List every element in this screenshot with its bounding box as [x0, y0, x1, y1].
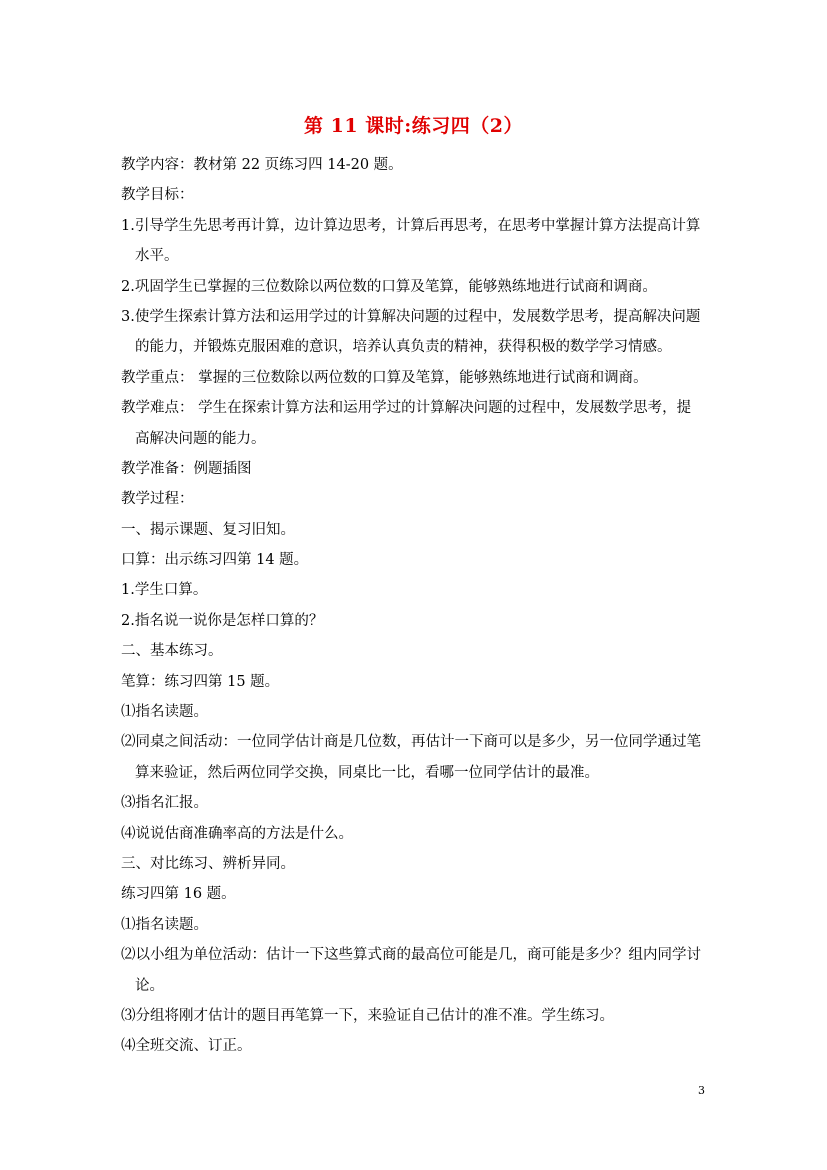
body-line: 教学目标： [121, 187, 194, 204]
body-line: 论。 [135, 977, 164, 994]
body-line: 教学内容：教材第 22 页练习四 14-20 题。 [121, 157, 403, 173]
body-line: 笔算：练习四第 15 题。 [121, 673, 280, 690]
body-line: ⑴指名读题。 [121, 704, 208, 721]
body-line: ⑵以小组为单位活动：估计一下这些算式商的最高位可能是几，商可能是多少？组内同学讨 [121, 947, 701, 964]
body-line: 1.引导学生先思考再计算，边计算边思考，计算后再思考，在思考中掌握计算方法提高计算 [121, 217, 701, 234]
body-line: 教学重点： 掌握的三位数除以两位数的口算及笔算，能够熟练地进行试商和调商。 [121, 369, 648, 386]
body-line: ⑶分组将刚才估计的题目再笔算一下，来验证自己估计的准不准。学生练习。 [121, 1007, 614, 1024]
body-line: 3.使学生探索计算方法和运用学过的计算解决问题的过程中，发展数学思考，提高解决问题 [121, 308, 701, 325]
body-line: ⑷说说估商准确率高的方法是什么。 [121, 825, 353, 842]
body-line: 二、基本练习。 [121, 643, 223, 660]
body-line: ⑷全班交流、订正。 [121, 1038, 252, 1055]
body-line: 高解决问题的能力。 [135, 430, 266, 447]
body-line: 教学难点： 学生在探索计算方法和运用学过的计算解决问题的过程中，发展数学思考，提 [121, 400, 692, 417]
body-line: 的能力，并锻炼克服困难的意识，培养认真负责的精神，获得积极的数学学习情感。 [135, 339, 672, 356]
body-line: ⑶指名汇报。 [121, 795, 208, 812]
body-line: 教学过程： [121, 491, 194, 508]
body-line: 1.学生口算。 [121, 582, 208, 599]
lesson-body [121, 150, 711, 1062]
body-line: 练习四第 16 题。 [121, 886, 236, 903]
lesson-title: 第 11 课时:练习四（2） [304, 115, 523, 137]
body-line: 水平。 [135, 248, 179, 265]
body-line: ⑵同桌之间活动：一位同学估计商是几位数，再估计一下商可以是多少，另一位同学通过笔 [121, 734, 701, 751]
body-line: 算来验证，然后两位同学交换，同桌比一比，看哪一位同学估计的最准。 [135, 764, 599, 781]
body-line: 口算：出示练习四第 14 题。 [121, 552, 309, 569]
body-line: 教学准备：例题插图 [121, 460, 252, 477]
body-line: ⑴指名读题。 [121, 916, 208, 933]
body-line: 2.指名说一说你是怎样口算的？ [121, 612, 324, 629]
body-line: 三、对比练习、辨析异同。 [121, 855, 295, 872]
body-line: 一、揭示课题、复习旧知。 [121, 521, 295, 538]
page-number: 3 [698, 1084, 705, 1097]
body-line: 2.巩固学生已掌握的三位数除以两位数的口算及笔算，能够熟练地进行试商和调商。 [121, 278, 657, 295]
